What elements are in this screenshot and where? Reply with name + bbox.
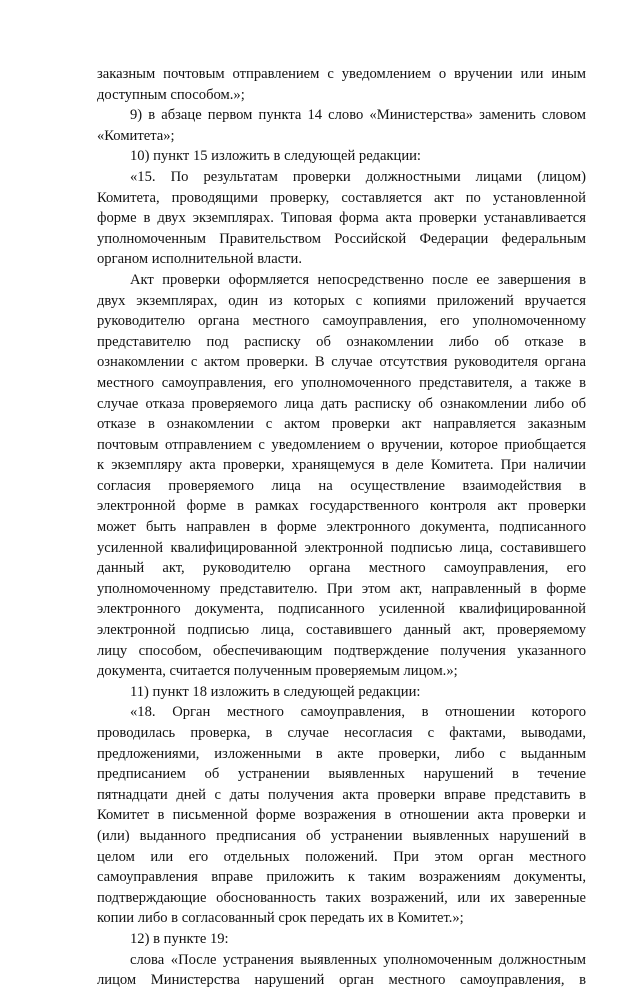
text-line: (или) выданного предписания об устранении выявленных нарушений в: [97, 827, 586, 844]
text-line: ознакомлении с актом проверки. В случае отсутствия руководителя органа: [97, 354, 586, 371]
text-line: руководителю органа местного самоуправления, его уполномоченному: [97, 313, 586, 330]
text-line: данный акт, руководителю органа местного самоуправления, его: [97, 560, 586, 577]
text-line: представителю под расписку об ознакомлении либо об отказе в: [97, 333, 586, 350]
text-line: случае отказа проверяемого лица дать расписку об ознакомлении либо об: [97, 395, 586, 412]
text-line: документа, считается полученным проверяемым лицом.»;: [97, 663, 458, 680]
text-line: целом или его отдельных положений. При этом орган местного: [97, 848, 586, 865]
text-line: 11) пункт 18 изложить в следующей редакции:: [130, 683, 421, 700]
text-line: лицу способом, обеспечивающим подтверждение получения указанного: [97, 642, 586, 659]
text-line: «18. Орган местного самоуправления, в отношении которого: [130, 704, 586, 721]
text-line: 12) в пункте 19:: [130, 930, 229, 947]
text-line: предложениями, изложенными в акте проверки, либо с выданным: [97, 745, 586, 762]
text-line: доступным способом.»;: [97, 86, 245, 103]
text-line: пятнадцати дней с даты получения акта проверки вправе представить в: [97, 786, 586, 803]
text-line: органом исполнительной власти.: [97, 251, 303, 268]
text-line: уполномоченному представителю. При этом акт, направленный в форме: [97, 580, 586, 597]
text-line: слова «После устранения выявленных уполномоченным должностным: [130, 951, 586, 968]
text-line: почтовым отправлением с уведомлением о вручении, которое приобщается: [97, 436, 586, 453]
text-line: 9) в абзаце первом пункта 14 слово «Министерства» заменить словом: [130, 107, 586, 124]
text-line: уполномоченным Правительством Российской Федерации федеральным: [97, 230, 586, 247]
text-line: подтверждающие обоснованность таких возражений, или их заверенные: [97, 889, 586, 906]
text-line: Комитета, проводящими проверку, составляется акт по установленной: [97, 189, 586, 206]
text-line: может быть направлен в форме электронного документа, подписанного: [97, 519, 586, 536]
text-line: «15. По результатам проверки должностными лицами (лицом): [130, 168, 586, 185]
text-line: местного самоуправления, его уполномоченного представителя, а также в: [97, 374, 586, 391]
text-line: копии либо в согласованный срок передать их в Комитет.»;: [97, 910, 464, 927]
text-line: электронной подписью лица, составившего данный акт, проверяемому: [97, 622, 586, 639]
text-line: форме в двух экземплярах. Типовая форма акта проверки устанавливается: [97, 210, 586, 227]
text-line: предписанием об устранении выявленных нарушений в течение: [97, 766, 586, 783]
text-line: электронной форме в рамках государственного контроля акт проверки: [97, 498, 586, 515]
text-line: отказе в ознакомлении с актом проверки акт направляется заказным: [97, 416, 586, 433]
text-line: заказным почтовым отправлением с уведомлением о вручении или иным: [97, 66, 586, 82]
text-line: к экземпляру акта проверки, хранящемуся в деле Комитета. При наличии: [97, 457, 586, 474]
text-line: лицом Министерства нарушений орган местного самоуправления, в: [97, 972, 586, 989]
text-line: усиленной квалифицированной электронной подписью лица, составившего: [97, 539, 586, 556]
text-line: Акт проверки оформляется непосредственно после ее завершения в: [130, 271, 586, 288]
text-line: электронного документа, подписанного усиленной квалифицированной: [97, 601, 586, 618]
text-line: Комитет в письменной форме возражения в отношении акта проверки и: [97, 807, 586, 824]
text-line: «Комитета»;: [97, 127, 175, 144]
text-line: самоуправления вправе приложить к таким возражениям документы,: [97, 869, 586, 886]
text-line: проводилась проверка, в случае несогласия с фактами, выводами,: [97, 725, 586, 741]
text-line: двух экземплярах, один из которых с копиями приложений вручается: [97, 292, 586, 309]
text-line: 10) пункт 15 изложить в следующей редакции:: [130, 148, 421, 165]
text-line: согласия проверяемого лица на осуществление взаимодействия в: [97, 477, 586, 494]
